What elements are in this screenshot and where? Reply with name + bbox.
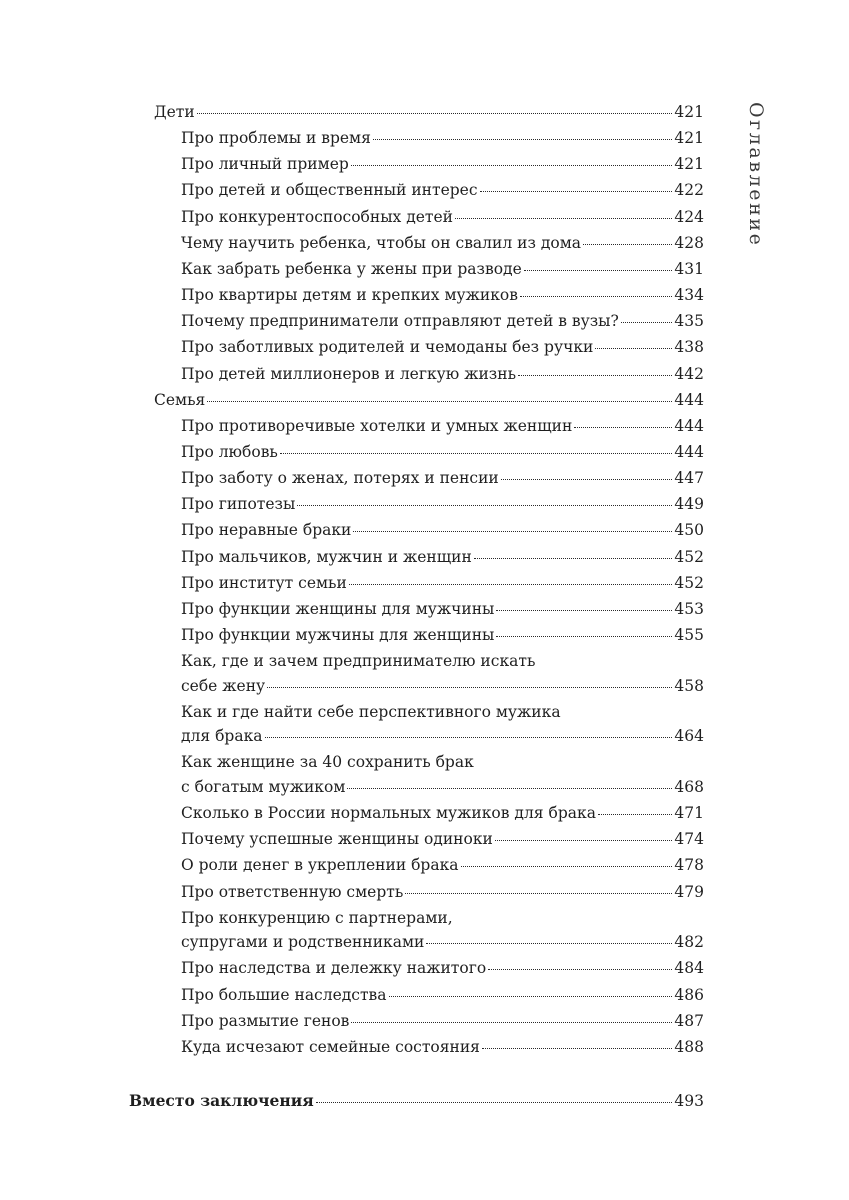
page-number: 442 [674,364,704,383]
page-number: 458 [674,676,704,695]
page-number: 435 [674,312,704,331]
toc-entry[interactable] [181,882,704,902]
entry-title: Сколько в России нормальных мужиков для брака [181,804,596,823]
toc-section-entry[interactable] [154,102,704,122]
entry-title: Почему предприниматели отправляют детей в вузы? [181,312,619,331]
leader-dots [495,840,673,841]
toc-section-entry[interactable] [154,390,704,410]
entry-title: Про проблемы и время [181,129,371,148]
toc-entry[interactable] [181,547,704,567]
page-number: 434 [674,286,704,305]
entry-title: Почему успешные женщины одиноки [181,830,493,849]
leader-dots [496,610,672,611]
entry-title-line1: Как и где найти себе перспективного мужика [181,702,561,721]
toc-entry[interactable] [181,625,704,645]
toc-entry[interactable] [181,180,704,200]
leader-dots [197,113,673,114]
entry-title: Как забрать ребенка у жены при разводе [181,259,522,278]
entry-title: Семья [154,390,206,409]
entry-title: Куда исчезают семейные состояния [181,1037,480,1056]
entry-title: О роли денег в укреплении брака [181,856,459,875]
toc-entry[interactable] [181,1011,704,1031]
entry-title: Про детей и общественный интерес [181,181,478,200]
toc-entry[interactable] [181,573,704,593]
toc-entry[interactable] [181,908,704,953]
page-number: 421 [674,129,704,148]
entry-title-line1: Как женщине за 40 сохранить брак [181,753,474,772]
toc-entry[interactable] [181,829,704,849]
leader-dots [349,584,673,585]
toc-entry[interactable] [181,958,704,978]
entry-title: с богатым мужиком [181,777,346,796]
toc-entry[interactable] [181,259,704,279]
entry-title: для брака [181,727,263,746]
entry-title: Чему научить ребенка, чтобы он свалил из дома [181,233,582,252]
entry-title: Про квартиры детям и крепких мужиков [181,286,518,305]
leader-dots [207,401,672,402]
leader-dots [351,165,673,166]
leader-dots [461,866,673,867]
leader-dots [524,270,673,271]
leader-dots [351,1022,672,1023]
toc-entry[interactable] [181,985,704,1005]
entry-title: Про заботливых родителей и чемоданы без ручки [181,338,594,357]
toc-entry[interactable] [181,599,704,619]
entry-title: Про любовь [181,442,278,461]
leader-dots [267,687,672,688]
leader-dots [621,322,673,323]
page-number: 479 [674,882,704,901]
page-number: 493 [674,1091,704,1110]
running-header: Оглавление [745,102,767,248]
toc-entry[interactable] [181,128,704,148]
toc-entry[interactable] [181,364,704,384]
toc-entry[interactable] [181,154,704,174]
page-number: 424 [674,207,704,226]
page-number: 482 [674,933,704,952]
toc-entry[interactable] [181,416,704,436]
leader-dots [518,375,672,376]
toc-entry[interactable] [181,494,704,514]
toc-entry[interactable] [181,207,704,227]
entry-title: себе жену [181,676,266,695]
page-number: 444 [674,390,704,409]
entry-title: Про гипотезы [181,495,296,514]
leader-dots [455,218,672,219]
leader-dots [373,139,673,140]
entry-title: Про детей миллионеров и легкую жизнь [181,364,517,383]
toc-entry[interactable] [181,803,704,823]
entry-title: Про функции женщины для мужчины [181,599,495,618]
page-number: 452 [674,573,704,592]
toc-entry[interactable] [181,702,704,747]
leader-dots [405,893,672,894]
page-number: 438 [674,338,704,357]
page-number: 428 [674,233,704,252]
page-number: 422 [674,181,704,200]
toc-entry[interactable] [181,233,704,253]
page-number: 444 [674,442,704,461]
page-number: 487 [674,1011,704,1030]
leader-dots [297,505,672,506]
leader-dots [347,788,672,789]
page-number: 468 [674,777,704,796]
page-number: 474 [674,830,704,849]
entry-title-line1: Про конкуренцию с партнерами, [181,908,453,927]
toc-entry[interactable] [181,285,704,305]
toc-entry[interactable] [181,752,704,797]
toc-entry[interactable] [181,855,704,875]
toc-entry[interactable] [181,520,704,540]
page-number: 484 [674,959,704,978]
leader-dots [480,191,673,192]
page-number: 449 [674,495,704,514]
entry-title: Про заботу о женах, потерях и пенсии [181,469,499,488]
page-number: 450 [674,521,704,540]
toc-conclusion-entry[interactable] [129,1091,704,1111]
toc-entry[interactable] [181,1037,704,1057]
entry-title: Про большие наследства [181,985,387,1004]
leader-dots [574,427,672,428]
leader-dots [426,943,672,944]
entry-title: Про институт семьи [181,573,347,592]
page-number: 421 [674,103,704,121]
leader-dots [583,244,672,245]
entry-title: Дети [154,103,195,121]
page-number: 464 [674,727,704,746]
leader-dots [595,348,672,349]
entry-title: Про личный пример [181,155,349,174]
entry-title: Про мальчиков, мужчин и женщин [181,547,472,566]
leader-dots [501,479,673,480]
toc-entry[interactable] [181,337,704,357]
entry-title: Про функции мужчины для женщины [181,626,495,644]
entry-title: Про размытие генов [181,1011,350,1030]
toc-entry[interactable] [181,442,704,462]
entry-title: Про неравные браки [181,521,352,540]
leader-dots [474,558,673,559]
leader-dots [265,737,673,738]
page-number: 444 [674,416,704,435]
leader-dots [482,1048,672,1049]
page-number: 431 [674,259,704,278]
entry-title: супругами и родственниками [181,933,425,952]
entry-title: Про наследства и дележку нажитого [181,959,487,978]
page-number: 488 [674,1037,704,1056]
leader-dots [316,1102,673,1103]
entry-title: Про конкурентоспособных детей [181,207,454,226]
leader-dots [280,453,673,454]
page-number: 453 [674,599,704,618]
leader-dots [353,531,672,532]
entry-title-line1: Как, где и зачем предпринимателю искать [181,652,536,671]
page-number: 478 [674,856,704,875]
entry-title: Про ответственную смерть [181,882,404,901]
leader-dots [496,636,672,637]
toc-entry[interactable] [181,311,704,331]
page-number: 486 [674,985,704,1004]
leader-dots [488,969,672,970]
entry-title: Про противоречивые хотелки и умных женщин [181,416,573,435]
page-number: 471 [674,804,704,823]
leader-dots [520,296,672,297]
entry-title: Вместо заключения [129,1090,314,1110]
toc-entry[interactable] [181,468,704,488]
page-number: 447 [674,469,704,488]
leader-dots [598,814,672,815]
page-number: 421 [674,155,704,174]
page-number: 452 [674,547,704,566]
leader-dots [389,996,673,997]
toc-entry[interactable] [181,651,704,696]
page-number: 455 [674,626,704,644]
